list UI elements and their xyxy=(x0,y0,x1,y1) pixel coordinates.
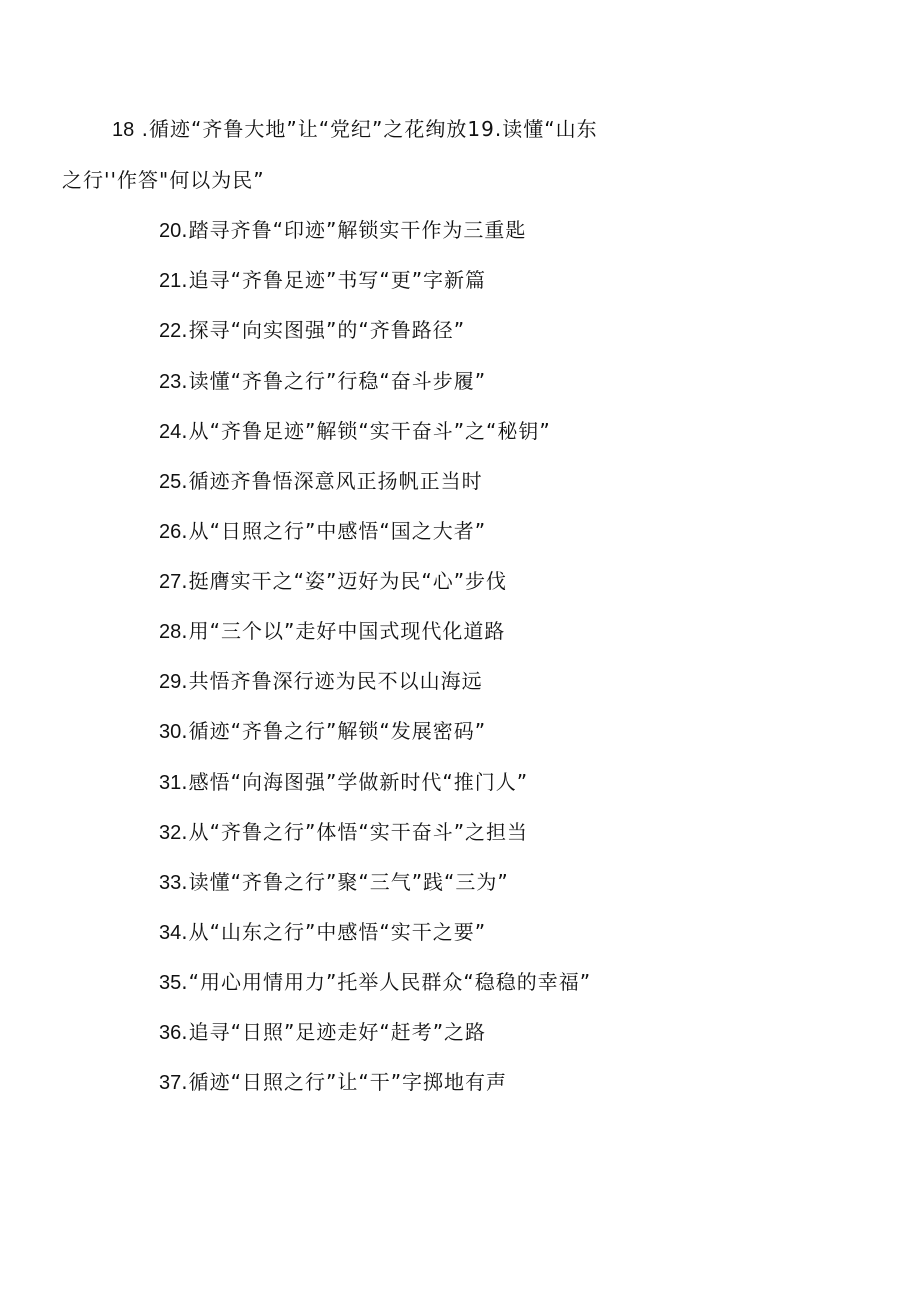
list-item xyxy=(159,267,486,294)
list-item xyxy=(159,718,486,745)
item-number: 37 xyxy=(159,1072,182,1094)
item-text: .从“齐鲁之行”体悟“实干奋斗”之担当 xyxy=(181,820,529,844)
list-item xyxy=(159,518,486,545)
item-text: .循迹“齐鲁之行”解锁“发展密码” xyxy=(181,719,487,743)
item-number: 22 xyxy=(159,320,182,342)
item-number: 27 xyxy=(159,571,182,593)
item-number: 24 xyxy=(159,421,182,443)
list-item xyxy=(159,769,528,796)
item-text: .循迹“日照之行”让“干”字掷地有声 xyxy=(181,1070,508,1094)
item-text: .探寻“向实图强”的“齐鲁路径” xyxy=(181,318,466,342)
item-text: .踏寻齐鲁“印迹”解锁实干作为三重匙 xyxy=(181,218,527,242)
item-text: .从“齐鲁足迹”解锁“实干奋斗”之“秘钥” xyxy=(181,419,551,443)
item-text: .共悟齐鲁深行迹为民不以山海远 xyxy=(181,669,483,693)
item-number: 23 xyxy=(159,371,182,393)
list-item xyxy=(159,568,507,595)
list-item xyxy=(159,819,528,846)
list-item xyxy=(159,668,483,695)
item-number: 31 xyxy=(159,772,182,794)
list-item xyxy=(159,418,551,445)
item-number: 26 xyxy=(159,521,182,543)
item-number: 28 xyxy=(159,621,182,643)
item-text: .循迹齐鲁悟深意风正扬帆正当时 xyxy=(181,469,483,493)
item-text: .挺膺实干之“姿”迈好为民“心”步伐 xyxy=(181,569,508,593)
item-number: 18 xyxy=(112,119,135,141)
list-item xyxy=(159,969,591,996)
list-item xyxy=(159,919,486,946)
item-text: .追寻“齐鲁足迹”书写“更”字新篇 xyxy=(181,268,487,292)
item-number: 32 xyxy=(159,822,182,844)
item-text: 之行''作答"何以为民” xyxy=(62,168,265,192)
list-item xyxy=(159,618,505,645)
item-number: 29 xyxy=(159,671,182,693)
item-number: 20 xyxy=(159,220,182,242)
item-text: .从“山东之行”中感悟“实干之要” xyxy=(181,920,487,944)
item-number: 36 xyxy=(159,1022,182,1044)
item-text: .“用心用情用力”托举人民群众“稳稳的幸福” xyxy=(181,970,592,994)
item-number: 34 xyxy=(159,922,182,944)
item-number: 21 xyxy=(159,270,182,292)
item-text: .从“日照之行”中感悟“国之大者” xyxy=(181,519,487,543)
list-item xyxy=(159,217,526,244)
item-number: 30 xyxy=(159,721,182,743)
list-item xyxy=(159,368,486,395)
item-text: .读懂“齐鲁之行”聚“三气”践“三为” xyxy=(181,870,509,894)
item-text: .追寻“日照”足迹走好“赶考”之路 xyxy=(181,1020,487,1044)
title-line-19-continued xyxy=(62,167,265,193)
item-number: 33 xyxy=(159,872,182,894)
list-item xyxy=(159,869,509,896)
list-item xyxy=(159,1069,507,1096)
list-item xyxy=(159,1019,486,1046)
item-number: 25 xyxy=(159,471,182,493)
item-text: .感悟“向海图强”学做新时代“推门人” xyxy=(181,770,529,794)
item-text: .用“三个以”走好中国式现代化道路 xyxy=(181,619,506,643)
list-item xyxy=(159,468,483,495)
item-text: .读懂“齐鲁之行”行稳“奋斗步履” xyxy=(181,369,487,393)
list-item xyxy=(159,317,465,344)
title-line-18 xyxy=(112,116,598,143)
item-text: .循迹“齐鲁大地”让“党纪”之花绚放19.读懂“山东 xyxy=(141,117,598,141)
item-number: 35 xyxy=(159,972,182,994)
